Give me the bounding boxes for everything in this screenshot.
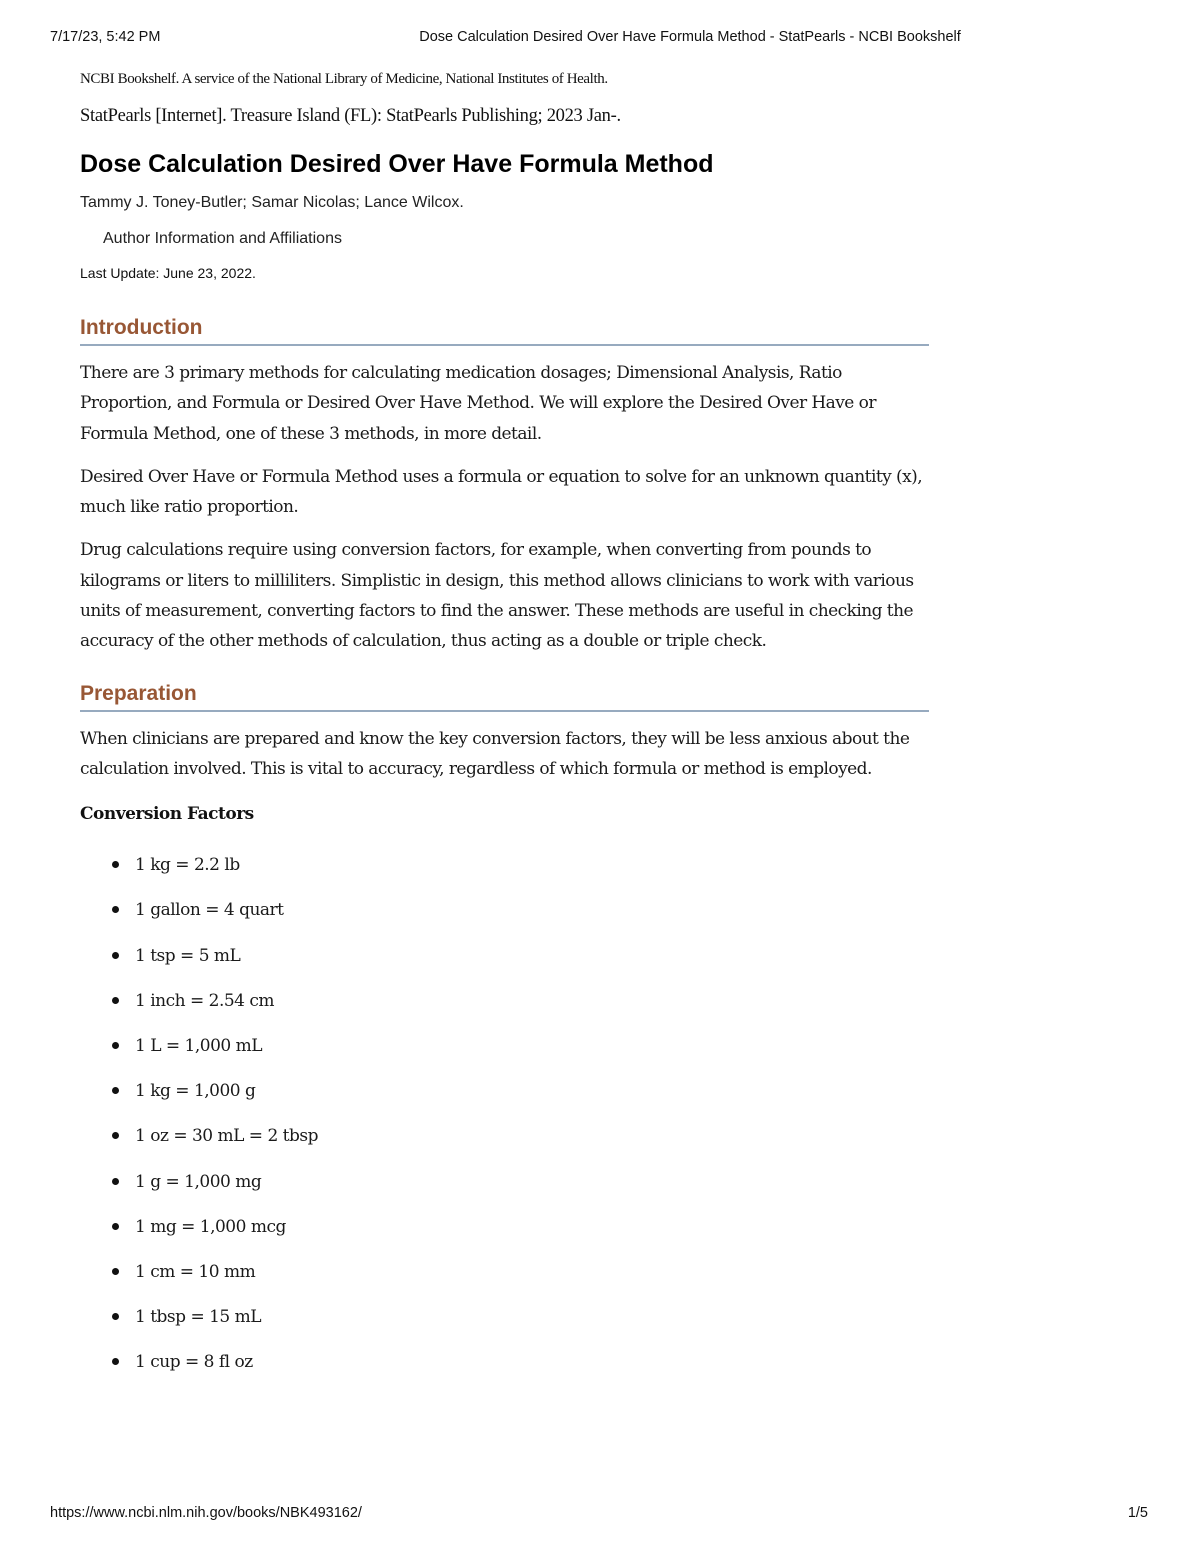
page-number: 1/5 <box>1127 1505 1148 1521</box>
list-item <box>80 895 930 940</box>
list-item <box>80 941 930 986</box>
bullet-icon <box>112 906 119 913</box>
conversion-factors-heading: Conversion Factors <box>80 804 254 825</box>
list-item <box>80 1031 930 1076</box>
print-page-title: Dose Calculation Desired Over Have Formula Method - StatPearls - NCBI Bookshelf <box>419 29 961 45</box>
author-info-link[interactable]: Author Information and Affiliations <box>103 230 342 247</box>
list-item-text: 1 gallon = 4 quart <box>135 900 284 921</box>
preparation-heading: Preparation <box>80 680 929 712</box>
document-content <box>80 66 930 1393</box>
print-header <box>0 29 1200 49</box>
list-item <box>80 1347 930 1392</box>
list-item-text: 1 kg = 2.2 lb <box>135 855 240 876</box>
list-item <box>80 850 930 895</box>
print-url: https://www.ncbi.nlm.nih.gov/books/NBK493162/ <box>50 1505 362 1521</box>
intro-paragraph-3: Drug calculations require using conversion factors, for example, when converting from pounds to kilograms or liters to milliliters. Simplistic in design, this method allows clinicians to work with various units of measurement, converting factors to find the answer. These methods are useful in checking the accuracy of the other methods of calculation, thus acting as a double or triple check. <box>80 540 914 652</box>
conversion-factors-list <box>80 850 930 1392</box>
bullet-icon <box>112 952 119 959</box>
list-item <box>80 1302 930 1347</box>
list-item-text: 1 g = 1,000 mg <box>135 1171 262 1192</box>
intro-paragraph-2: Desired Over Have or Formula Method uses a formula or equation to solve for an unknown quantity (x), much like ratio proportion. <box>80 466 923 518</box>
list-item-text: 1 cm = 10 mm <box>135 1261 256 1282</box>
bullet-icon <box>112 1268 119 1275</box>
list-item-text: 1 oz = 30 mL = 2 tbsp <box>135 1126 318 1147</box>
list-item <box>80 1212 930 1257</box>
bullet-icon <box>112 1087 119 1094</box>
bullet-icon <box>112 1223 119 1230</box>
citation: StatPearls [Internet]. Treasure Island (FL): StatPearls Publishing; 2023 Jan-. <box>80 106 621 126</box>
bullet-icon <box>112 861 119 868</box>
bullet-icon <box>112 997 119 1004</box>
list-item-text: 1 kg = 1,000 g <box>135 1081 256 1102</box>
introduction-section <box>80 314 930 657</box>
page-title: Dose Calculation Desired Over Have Formula Method <box>80 150 714 178</box>
bullet-icon <box>112 1358 119 1365</box>
list-item <box>80 1121 930 1166</box>
preparation-paragraph: When clinicians are prepared and know the key conversion factors, they will be less anxious about the calculation involved. This is vital to accuracy, regardless of which formula or method is employed. <box>80 728 910 779</box>
list-item-text: 1 cup = 8 fl oz <box>135 1352 253 1373</box>
list-item-text: 1 L = 1,000 mL <box>135 1036 263 1057</box>
bullet-icon <box>112 1132 119 1139</box>
list-item <box>80 1167 930 1212</box>
ncbi-bookshelf-line: NCBI Bookshelf. A service of the National Library of Medicine, National Institutes of Health. <box>80 71 608 87</box>
print-datetime: 7/17/23, 5:42 PM <box>50 29 161 45</box>
authors[interactable]: Tammy J. Toney-Butler; Samar Nicolas; Lance Wilcox. <box>80 194 464 211</box>
list-item-text: 1 inch = 2.54 cm <box>135 990 275 1011</box>
preparation-section <box>80 680 930 1393</box>
list-item <box>80 986 930 1031</box>
list-item-text: 1 tsp = 5 mL <box>135 945 241 966</box>
bullet-icon <box>112 1178 119 1185</box>
list-item-text: 1 tbsp = 15 mL <box>135 1307 262 1328</box>
introduction-heading: Introduction <box>80 314 929 346</box>
bullet-icon <box>112 1042 119 1049</box>
intro-paragraph-1: There are 3 primary methods for calculating medication dosages; Dimensional Analysis, Ratio Proportion, and Formula or Desired Over Have Method. We will explore the Desired Over Have or Formula Method, one of these 3 methods, in more detail. <box>80 363 876 444</box>
print-footer <box>0 1505 1200 1525</box>
list-item-text: 1 mg = 1,000 mcg <box>135 1216 286 1237</box>
bullet-icon <box>112 1313 119 1320</box>
list-item <box>80 1257 930 1302</box>
list-item <box>80 1076 930 1121</box>
last-update: Last Update: June 23, 2022. <box>80 265 256 281</box>
